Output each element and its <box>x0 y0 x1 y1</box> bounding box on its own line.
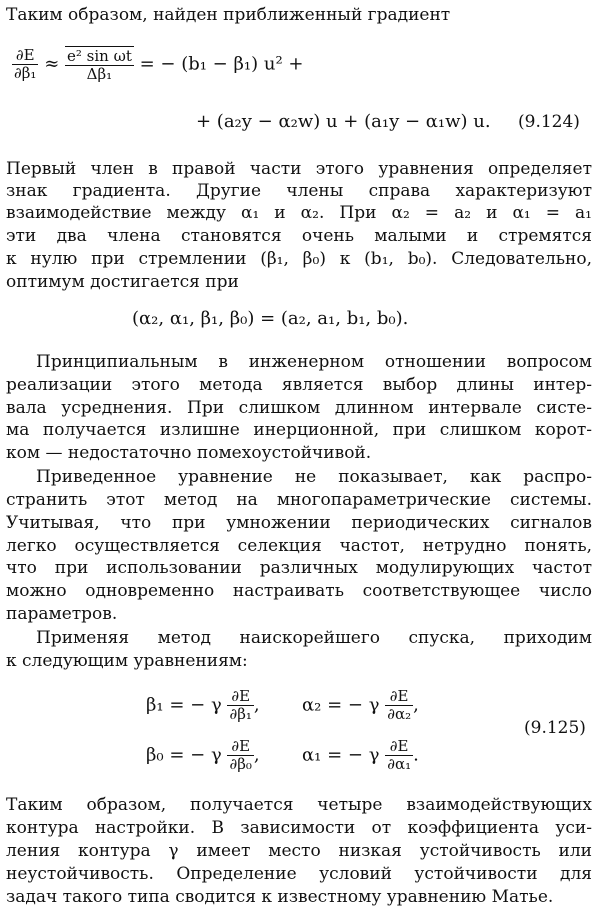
optimum-equation: (α₂, α₁, β₁, β₀) = (a₂, a₁, b₁, b₀). <box>132 308 409 329</box>
para3-line-6: можно одновременно настраивать соответствующее число <box>6 581 592 601</box>
equation-9-125-row-1-left <box>146 688 260 723</box>
equation-9-125-row-2-left <box>146 738 260 773</box>
alpha1-fraction-den: ∂α₁ <box>387 755 412 773</box>
period: . <box>413 744 419 766</box>
equation-number-9-125: (9.125) <box>524 718 586 738</box>
alpha1-fraction-num: ∂E <box>385 738 413 756</box>
para1-line-1: Первый член в правой части этого уравнения определяет <box>6 159 592 179</box>
beta1-fraction-den: ∂β₁ <box>229 705 252 723</box>
lhs-numerator: ∂E <box>12 47 38 65</box>
average-fraction <box>65 46 134 83</box>
para3-line-5: что при использовании различных модулирующих частот <box>6 558 592 578</box>
equation-9-125-row-2-right <box>302 738 419 773</box>
lhs-fraction <box>12 47 38 82</box>
comma: , <box>253 744 260 766</box>
para5-line-5: задач такого типа сводится к известному уравнению Матье. <box>6 887 554 907</box>
alpha2-fraction-num: ∂E <box>385 688 413 706</box>
para5-line-1: Таким образом, получается четыре взаимодействующих <box>6 795 592 815</box>
alpha2-dot-lhs: α₂ = − γ <box>302 694 380 716</box>
para2-line-5: ком — недостаточно помехоустойчивой. <box>6 443 372 463</box>
equation-9-124-line-2: + (a₂y − α₂w) u + (a₁y − α₁w) u. <box>196 111 491 132</box>
alpha1-dot-lhs: α₁ = − γ <box>302 744 380 766</box>
rhs-part-1: = − (b₁ − β₁) u² + <box>139 53 304 75</box>
para2-line-4: ма получается излишне инерционной, при слишком корот- <box>6 420 592 440</box>
comma: , <box>253 694 260 716</box>
para3-line-2: странить этот метод на многопараметрические системы. <box>6 490 592 510</box>
para2-line-1: Принципиальным в инженерном отношении вопросом <box>36 352 592 372</box>
para2-line-2: реализации этого метода является выбор длины интер- <box>6 375 592 395</box>
lhs-denominator: ∂β₁ <box>14 64 37 82</box>
beta0-fraction-num: ∂E <box>227 738 253 756</box>
comma: , <box>413 694 419 716</box>
beta1-fraction-num: ∂E <box>227 688 253 706</box>
para4-line-2: к следующим уравнениям: <box>6 651 248 671</box>
equation-number-9-124: (9.124) <box>518 112 580 132</box>
average-denominator: Δβ₁ <box>86 65 113 83</box>
para1-line-5: к нулю при стремлении (β₁, β₀) к (b₁, b₀). Следовательно, <box>6 249 592 269</box>
para1-line-3: взаимодействие между α₁ и α₂. При α₂ = a₂ и α₁ = a₁ <box>6 203 592 223</box>
beta1-dot-lhs: β₁ = − γ <box>146 694 222 716</box>
para3-line-1: Приведенное уравнение не показывает, как распро- <box>36 467 592 487</box>
para1-line-4: эти два члена становятся очень малыми и стремятся <box>6 226 592 246</box>
beta0-fraction-den: ∂β₀ <box>229 755 252 773</box>
para5-line-2: контура настройки. В зависимости от коэффициента уси- <box>6 818 592 838</box>
para4-line-1: Применяя метод наискорейшего спуска, приходим <box>36 628 592 648</box>
average-numerator: e² sin ωt <box>67 47 132 65</box>
para1-line-2: знак градиента. Другие члены справа характеризуют <box>6 181 592 201</box>
para2-line-3: вала усреднения. При слишком длинном интервале систе- <box>6 398 592 418</box>
beta1-fraction <box>227 688 253 723</box>
equation-9-124-line-1 <box>12 46 303 83</box>
beta0-dot-lhs: β₀ = − γ <box>146 744 222 766</box>
approx-sign: ≈ <box>44 53 60 75</box>
beta0-fraction <box>227 738 253 773</box>
equation-9-125-row-1-right <box>302 688 419 723</box>
alpha2-fraction-den: ∂α₂ <box>387 705 412 723</box>
para1-line-6: оптимум достигается при <box>6 272 239 292</box>
para3-line-3: Учитывая, что при умножении периодических сигналов <box>6 513 592 533</box>
para5-line-4: неустойчивость. Определение условий устойчивости для <box>6 864 592 884</box>
intro-line: Таким образом, найден приближенный градиент <box>6 5 451 25</box>
alpha1-fraction <box>385 738 413 773</box>
para3-line-7: параметров. <box>6 604 118 624</box>
alpha2-fraction <box>385 688 413 723</box>
para3-line-4: легко осуществляется селекция частот, нетрудно понять, <box>6 536 592 556</box>
para5-line-3: ления контура γ имеет место низкая устойчивость или <box>6 841 592 861</box>
